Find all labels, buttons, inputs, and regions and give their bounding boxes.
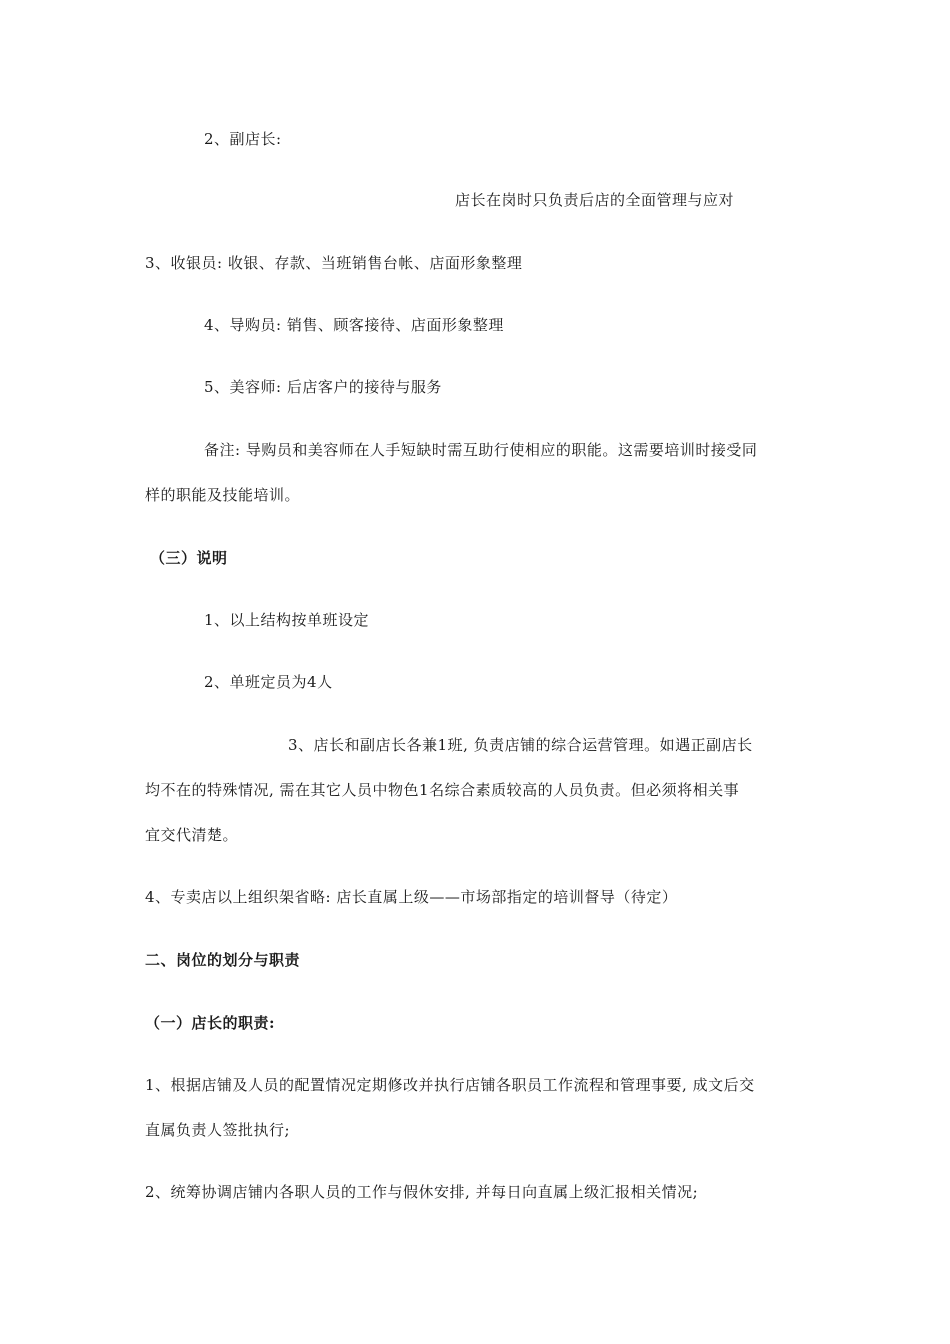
manager-duty-1-line-1: 1、根据店铺及人员的配置情况定期修改并执行店铺各职员工作流程和管理事要, 成文后交 xyxy=(145,1076,755,1094)
manager-duty-heading: （一）店长的职责: xyxy=(145,1014,276,1032)
note-line-2: 样的职能及技能培训。 xyxy=(145,486,301,504)
section-explanation-heading: （三）说明 xyxy=(150,549,228,567)
note-line-1: 备注: 导购员和美容师在人手短缺时需互助行使相应的职能。这需要培训时接受同 xyxy=(204,441,758,459)
explanation-item-2: 2、单班定员为4人 xyxy=(204,673,333,691)
guide-duty: 4、导购员: 销售、顾客接待、店面形象整理 xyxy=(204,316,504,334)
explanation-item-3-line-3: 宜交代清楚。 xyxy=(145,826,239,844)
explanation-item-3-line-1: 3、店长和副店长各兼1班, 负责店铺的综合运营管理。如遇正副店长 xyxy=(288,736,753,754)
manager-duty-2: 2、统筹协调店铺内各职人员的工作与假休安排, 并每日向直属上级汇报相关情况; xyxy=(145,1183,699,1201)
vice-manager-heading: 2、副店长: xyxy=(204,130,282,148)
explanation-item-1: 1、以上结构按单班设定 xyxy=(204,611,370,629)
explanation-item-3-line-2: 均不在的特殊情况, 需在其它人员中物色1名综合素质较高的人员负责。但必须将相关事 xyxy=(145,781,740,799)
manager-duty-1-line-2: 直属负责人签批执行; xyxy=(145,1121,291,1139)
beautician-duty: 5、美容师: 后店客户的接待与服务 xyxy=(204,378,442,396)
chapter-heading: 二、岗位的划分与职责 xyxy=(145,951,301,969)
explanation-item-4: 4、专卖店以上组织架省略: 店长直属上级——市场部指定的培训督导（待定） xyxy=(145,888,678,906)
cashier-duty: 3、收银员: 收银、存款、当班销售台帐、店面形象整理 xyxy=(145,254,523,272)
vice-manager-duty: 店长在岗时只负责后店的全面管理与应对 xyxy=(455,191,735,209)
